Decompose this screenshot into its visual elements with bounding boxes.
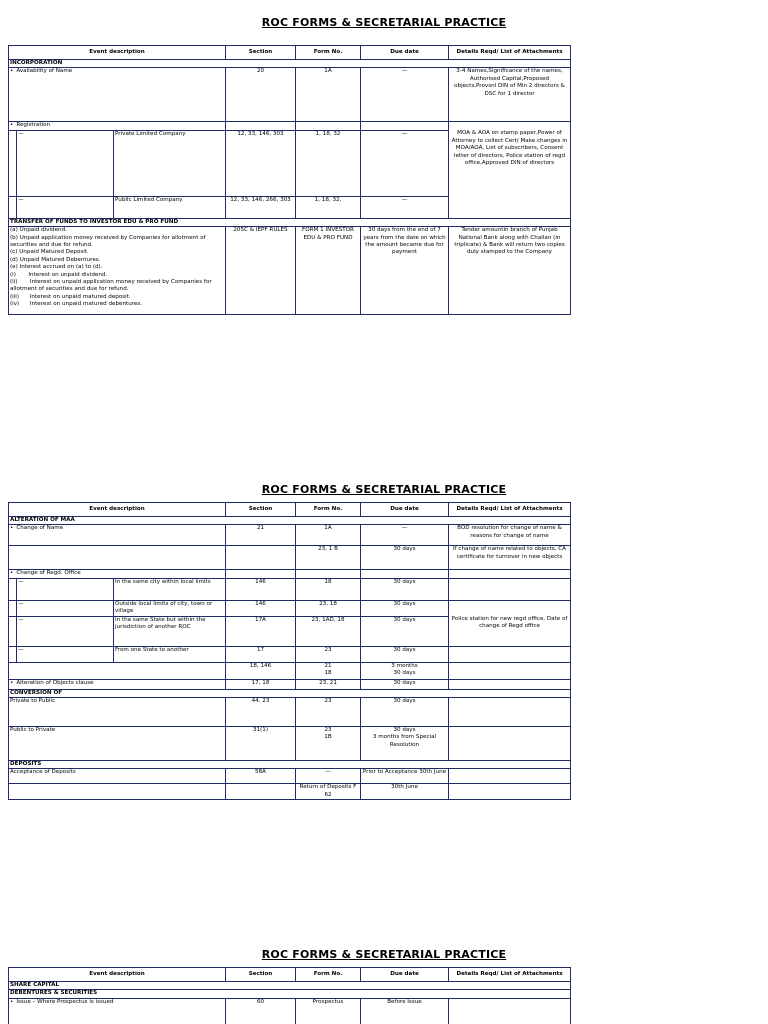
header-section: Section [226,46,296,60]
form-cell [296,662,361,679]
section-cell: 146 [226,578,296,600]
form-cell: Prospectus [296,998,361,1024]
section-cell: 146 [226,600,296,616]
details-cell: Tender amountin branch of Punjab National Bank along with Challan (in triplicate) & Bank will return two copies duly stamped to the Company [449,227,571,315]
section-heading: DEBENTURES & SECURITIES [9,990,571,998]
event-label: • Issue – Where Prospectus is issued [10,999,114,1005]
form-cell: 23, 1 B [296,546,361,570]
event-cell [9,68,226,122]
form-cell: 23, 18 [296,600,361,616]
event-cell: Private to Public [9,698,226,727]
event-cell: Public to Private [9,727,226,761]
section-heading: CONVERSION OF [9,689,571,697]
header-details: Details Reqd/ List of Attachments [449,968,571,982]
header-details: Details Reqd/ List of Attachments [449,46,571,60]
due-cell [361,662,449,679]
dash-cell: — [17,578,114,600]
details-cell: Police station for new regd office, Date of change of Regd office [449,600,571,646]
roc-table-2 [8,502,571,800]
header-details: Details Reqd/ List of Attachments [449,503,571,517]
form-cell: — [296,769,361,784]
page-title: ROC FORMS & SECRETARIAL PRACTICE [261,16,507,29]
section-heading: TRANSFER OF FUNDS TO INVESTOR EDU & PRO FUND [9,218,571,226]
details-cell: If change of name related to objects, CA certificate for turnover in new objects [449,546,571,570]
form-cell: 18 [296,578,361,600]
form-line: 23 [324,727,332,734]
header-section: Section [226,968,296,982]
due-cell: — [361,525,449,546]
due-cell: 30 days from the end of 7 years from the date on which the amount became due for payment [361,227,449,315]
due-cell: 30th June [361,784,449,800]
header-section: Section [226,503,296,517]
event-cell [9,227,226,315]
event-cell [9,570,226,578]
header-due: Due date [361,503,449,517]
section-cell: 20 [226,68,296,122]
section-cell: 60 [226,998,296,1024]
list-item: (iii) Interest on unpaid matured deposit. [10,293,131,300]
section-cell: 18, 146 [226,662,296,679]
header-form: Form No. [296,503,361,517]
page-title: ROC FORMS & SECRETARIAL PRACTICE [261,948,507,961]
list-item: (iv) Interest on unpaid matured debentures. [10,301,143,308]
due-cell: — [361,68,449,122]
section-heading: SHARE CAPITAL [9,982,571,990]
sub-event-cell: Public Limited Company [114,196,226,218]
dash-cell: — [17,616,114,646]
header-event: Event description [9,503,226,517]
list-item: (c) Unpaid Matured Deposit. [10,249,89,256]
event-label: • Change of Name [10,525,63,531]
section-cell: 31(1) [226,727,296,761]
due-line: 3 months from Special Resolution [372,734,437,748]
form-cell: Return of Deposits F 62 [296,784,361,800]
sub-event-cell: In the same State but within the jurisdiction of another ROC [114,616,226,646]
form-cell: 23, 21 [296,679,361,689]
due-cell: 30 days [361,646,449,662]
section-cell: 205C & IEPF RULES [226,227,296,315]
header-form: Form No. [296,46,361,60]
form-cell: 1A [296,525,361,546]
event-label: • Availability of Name [10,68,72,74]
event-cell [9,998,226,1024]
section-cell: 21 [226,525,296,546]
roc-table-1 [8,45,571,315]
event-cell [9,525,226,546]
due-cell: 30 days [361,546,449,570]
section-heading: INCORPORATION [9,60,571,68]
dash-cell: — [17,600,114,616]
event-cell [9,679,226,689]
details-cell: 3-4 Names,Significance of the names, Authorised Capital,Proposed objects,Provsnl DIN of Min 2 directors & DSC for 1 director [449,68,571,122]
form-line: 21 [324,662,332,669]
sub-event-cell: In the same city within local limits [114,578,226,600]
section-cell: 12, 33, 146, 266, 303 [226,196,296,218]
due-cell: 30 days [361,600,449,616]
dash-cell: — [17,196,114,218]
header-event: Event description [9,46,226,60]
due-cell: Before Issue [361,998,449,1024]
header-event: Event description [9,968,226,982]
section-cell: 17, 18 [226,679,296,689]
section-cell: 12, 33, 146, 303 [226,130,296,196]
sub-event-cell: From one State to another [114,646,226,662]
form-cell: 1A [296,68,361,122]
due-cell: 30 days [361,616,449,646]
section-heading: DEPOSITS [9,761,571,769]
due-cell: — [361,196,449,218]
form-cell: 23, 1AD, 18 [296,616,361,646]
section-cell: 17 [226,646,296,662]
details-cell: BOD resolution for change of name & reasons for change of name [449,525,571,546]
event-cell [9,122,226,130]
header-due: Due date [361,968,449,982]
due-cell: 30 days [361,679,449,689]
section-cell: 17A [226,616,296,646]
section-cell: 58A [226,769,296,784]
form-cell [296,727,361,761]
sub-event-cell: Outside local limits of city, town or village [114,600,226,616]
form-cell: FORM 1 INVESTOR EDU & PRO FUND [296,227,361,315]
details-cell: MOA & AOA on stamp paper,Power of Attorney to collect Cert/ Make changes in MOA/AOA, List of subscribers, Consent letter of directors, Police station of regd office,Approved DIN of directors [449,130,571,218]
sub-event-cell: Private Limited Company [114,130,226,196]
page-title: ROC FORMS & SECRETARIAL PRACTICE [261,483,507,496]
dash-cell: — [17,130,114,196]
dash-cell: — [17,646,114,662]
due-cell: 30 days [361,578,449,600]
header-due: Due date [361,46,449,60]
header-form: Form No. [296,968,361,982]
due-cell: Prior to Acceptance 30th June [361,769,449,784]
due-line: 30 days [393,727,416,734]
form-line: 18 [324,670,332,677]
due-line: 3 months [391,662,418,669]
list-item: (e) Interest accrued on (a) to (d). [10,264,103,271]
list-item: (i) Interest on unpaid dividend. [10,271,108,278]
due-cell: — [361,130,449,196]
form-cell: 23 [296,646,361,662]
form-cell: 1, 18, 32 [296,130,361,196]
form-cell: 1, 18, 32, [296,196,361,218]
due-line: 30 days [393,670,416,677]
list-item: (d) Unpaid Matured Debentures. [10,256,101,263]
list-item: (a) Unpaid dividend. [10,227,67,234]
due-cell [361,727,449,761]
list-item: (b) Unpaid application money received by Companies for allotment of securities and due for refund. [10,234,206,249]
event-label: • Alteration of Objects clause [10,680,94,686]
form-cell: 23 [296,698,361,727]
section-cell: 44, 23 [226,698,296,727]
roc-table-3 [8,967,571,1024]
due-cell: 30 days [361,698,449,727]
event-label: • Registration [10,122,50,128]
event-label: • Change of Regd. Office [10,570,81,576]
list-item: (ii) Interest on unpaid application money received by Companies for allotment of securities and due for refund. [10,279,214,293]
form-line: 1B [324,734,332,741]
section-heading: ALTERATION OF MAA [9,517,571,525]
event-cell: Acceptance of Deposits [9,769,226,784]
